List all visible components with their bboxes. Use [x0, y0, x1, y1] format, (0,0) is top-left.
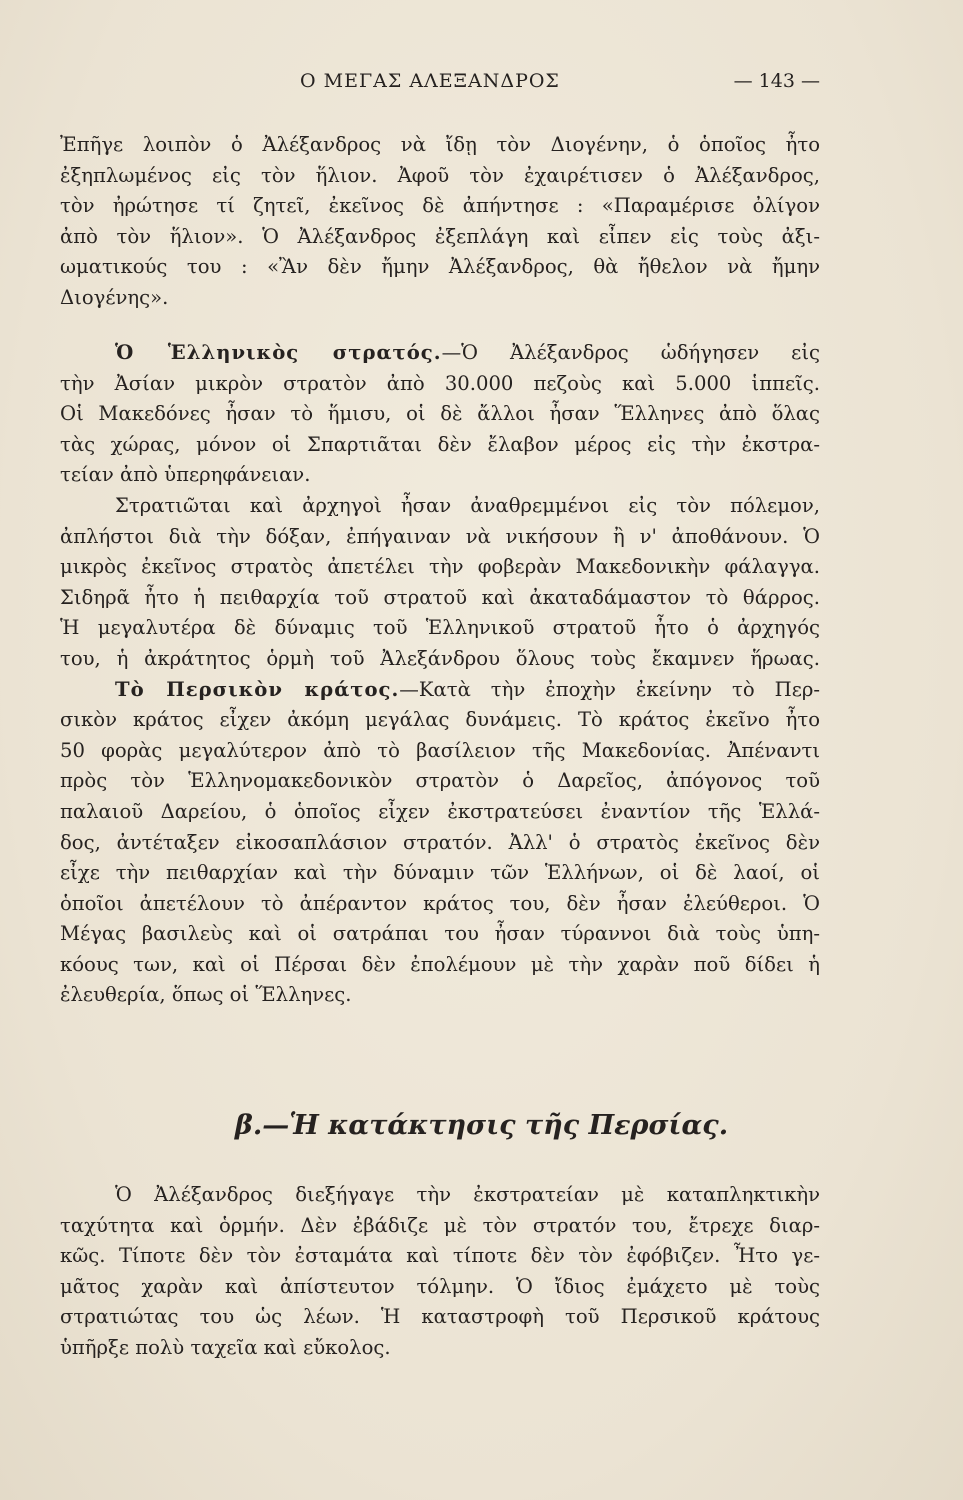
text-line: ἀπὸ τὸν ἥλιον». Ὁ Ἀλέξανδρος ἐξεπλάγη καὶ εἶπεν εἰς τοὺς ἀξι- — [60, 224, 820, 248]
text-line — [60, 338, 820, 369]
text-line: δος, ἀντέταξεν εἰκοσαπλάσιον στρατόν. Ἀλλ' ὁ στρατὸς ἐκεῖνος δὲν — [60, 830, 820, 854]
text-line: ἐλευθερία, ὅπως οἱ Ἕλληνες. — [60, 983, 352, 1007]
text-line: μᾶτος χαρὰν καὶ ἀπίστευτον τόλμην. Ὁ ἴδιος ἐμάχετο μὲ τοὺς — [60, 1274, 820, 1298]
text-line: τείαν ἀπὸ ὑπερηφάνειαν. — [60, 463, 311, 487]
text-line — [60, 675, 820, 706]
running-title: Ο ΜΕΓΑΣ ΑΛΕΞΑΝΔΡΟΣ — [300, 70, 560, 92]
text-line: ωματικούς του : «Ἂν δὲν ἤμην Ἀλέξανδρος, θὰ ἤθελον νὰ ἤμην — [60, 255, 820, 279]
text-line: παλαιοῦ Δαρείου, ὁ ὁποῖος εἶχεν ἐκστρατεύσει ἐναντίον τῆς Ἑλλά- — [60, 799, 820, 823]
text-line: 50 φορὰς μεγαλύτερον ἀπὸ τὸ βασίλειον τῆς Μακεδονίας. Ἀπέναντι — [60, 738, 820, 762]
section-title: β.—Ἡ κατάκτησις τῆς Περσίας. — [234, 1110, 729, 1141]
run-in-heading: Τὸ Περσικὸν κράτος. — [115, 677, 400, 701]
text-line: τὰς χώρας, μόνον οἱ Σπαρτιᾶται δὲν ἔλαβον μέρος εἰς τὴν ἐκστρα- — [60, 432, 820, 456]
text-line: τὸν ἠρώτησε τί ζητεῖ, ἐκεῖνος δὲ ἀπήντησε : «Παραμέρισε ὀλίγον — [60, 194, 820, 218]
text-fragment: —Ὁ Ἀλέξανδρος ὡδήγησεν εἰς — [441, 341, 820, 364]
text-line: Στρατιῶται καὶ ἀρχηγοὶ ἦσαν ἀναθρεμμένοι εἰς τὸν πόλεμον, — [115, 493, 820, 517]
paragraph-diogenes — [60, 130, 820, 314]
text-line: Ἐπῆγε λοιπὸν ὁ Ἀλέξανδρος νὰ ἴδῃ τὸν Διογένην, ὁ ὁποῖος ἦτο — [60, 133, 820, 156]
text-line: ταχύτητα καὶ ὁρμήν. Δὲν ἐβάδιζε μὲ τὸν στρατόν του, ἔτρεχε διαρ- — [60, 1213, 820, 1237]
text-line: ὁποῖοι ἀπετέλουν τὸ ἀπέραντον κράτος του, δὲν ἦσαν ἐλεύθεροι. Ὁ — [60, 891, 820, 915]
text-line: του, ἡ ἀκράτητος ὁρμὴ τοῦ Ἀλεξάνδρου ὅλους τοὺς ἔκαμνεν ἥρωας. — [60, 646, 820, 670]
text-line: κόους των, καὶ οἱ Πέρσαι δὲν ἐπολέμουν μὲ τὴν χαρὰν ποῦ δίδει ἡ — [60, 952, 820, 976]
text-line: Οἱ Μακεδόνες ἦσαν τὸ ἥμισυ, οἱ δὲ ἄλλοι ἦσαν Ἕλληνες ἀπὸ ὅλας — [60, 402, 820, 426]
text-line: μικρὸς ἐκεῖνος στρατὸς ἀπετέλει τὴν φοβερὰν Μακεδονικὴν φάλαγγα. — [60, 555, 820, 579]
text-line: ὑπῆρξε πολὺ ταχεῖα καὶ εὔκολος. — [60, 1335, 391, 1359]
page-number: — 143 — — [733, 70, 820, 92]
text-line: Σιδηρᾶ ἦτο ἡ πειθαρχία τοῦ στρατοῦ καὶ ἀκαταδάμαστον τὸ θάρρος. — [60, 585, 820, 609]
paragraph-conquest — [60, 1180, 820, 1364]
text-line: Διογένης». — [60, 285, 169, 309]
text-line: Ἡ μεγαλυτέρα δὲ δύναμις τοῦ Ἑλληνικοῦ στρατοῦ ἦτο ὁ ἀρχηγός — [60, 616, 820, 640]
text-line: ἐξηπλωμένος εἰς τὸν ἥλιον. Ἀφοῦ τὸν ἐχαιρέτισεν ὁ Ἀλέξανδρος, — [60, 163, 820, 187]
text-line: ἀπλήστοι διὰ τὴν δόξαν, ἐπήγαιναν νὰ νικήσουν ἢ ν' ἀποθάνουν. Ὁ — [60, 524, 820, 548]
text-line: τὴν Ἀσίαν μικρὸν στρατὸν ἀπὸ 30.000 πεζοὺς καὶ 5.000 ἱππεῖς. — [60, 371, 820, 395]
run-in-heading: Ὁ Ἑλληνικὸς στρατός. — [115, 341, 442, 364]
paragraph-greek-army — [60, 338, 820, 1011]
text-line: σικὸν κράτος εἶχεν ἀκόμη μεγάλας δυνάμεις. Τὸ κράτος ἐκεῖνο ἦτο — [60, 708, 820, 732]
running-header — [300, 70, 820, 100]
text-line: στρατιώτας του ὡς λέων. Ἡ καταστροφὴ τοῦ Περσικοῦ κράτους — [60, 1305, 820, 1329]
text-line: πρὸς τὸν Ἑλληνομακεδονικὸν στρατὸν ὁ Δαρεῖος, ἀπόγονος τοῦ — [60, 769, 820, 793]
text-line: Μέγας βασιλεὺς καὶ οἱ σατράπαι του ἦσαν τύραννοι διὰ τοὺς ὑπη- — [60, 922, 820, 946]
text-line: εἶχε τὴν πειθαρχίαν καὶ τὴν δύναμιν τῶν Ἑλλήνων, οἱ δὲ λαοί, οἱ — [60, 861, 820, 885]
text-line: Ὁ Ἀλέξανδρος διεξήγαγε τὴν ἐκστρατείαν μὲ καταπληκτικὴν — [115, 1183, 820, 1206]
text-line: κῶς. Τίποτε δὲν τὸν ἐσταμάτα καὶ τίποτε δὲν τὸν ἐφόβιζεν. Ἦτο γε- — [60, 1244, 820, 1268]
text-fragment: —Κατὰ τὴν ἐποχὴν ἐκείνην τὸ Περ- — [399, 677, 820, 701]
